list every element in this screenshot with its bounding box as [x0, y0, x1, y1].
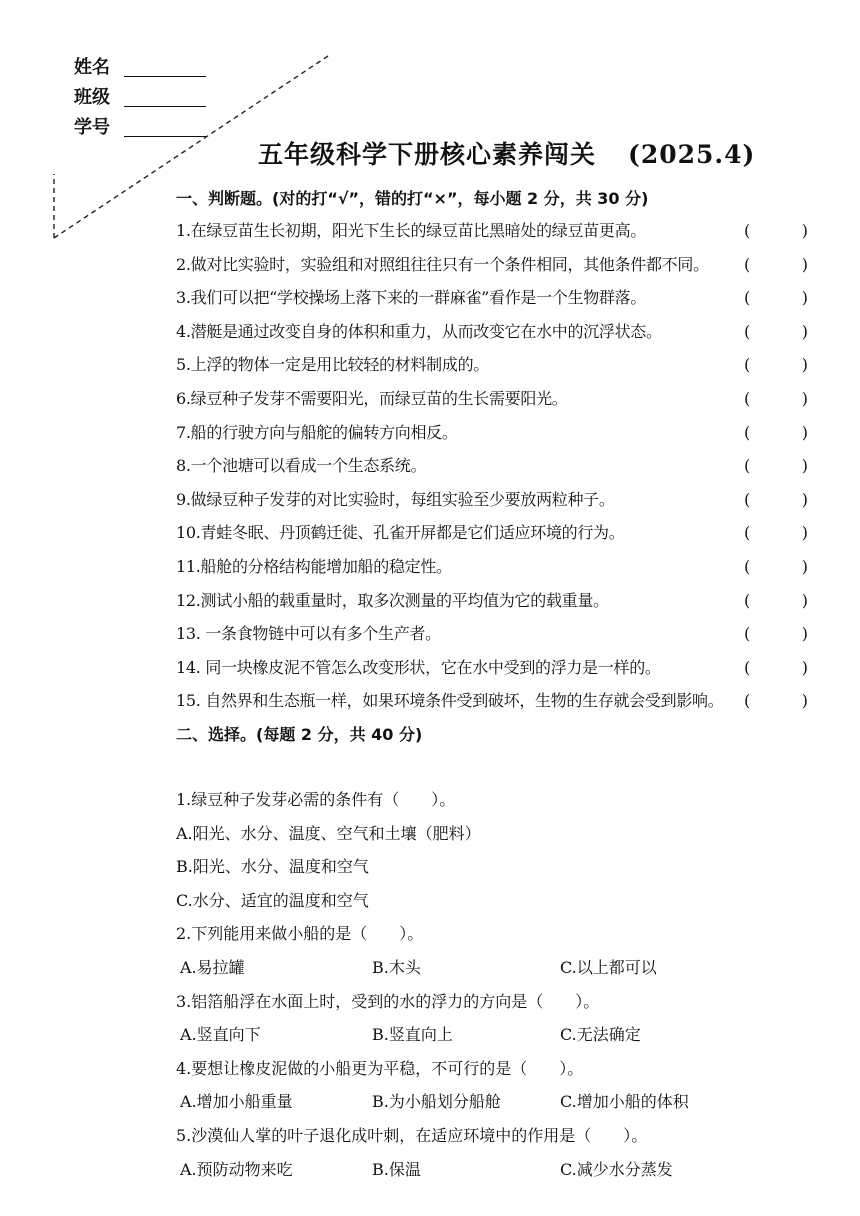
tf-question-7	[176, 421, 826, 455]
q5-option-b[interactable]: B.保温	[372, 1159, 421, 1179]
q4-options	[176, 1090, 736, 1124]
open-paren: (	[744, 590, 751, 610]
open-paren: (	[744, 221, 751, 240]
class-label: 班级	[74, 87, 110, 108]
q5-option-c[interactable]: C.减少水分蒸发	[560, 1159, 673, 1179]
q4-option-a[interactable]: A.增加小船重量	[180, 1092, 293, 1112]
tf-question-text: 11.船舱的分格结构能增加船的稳定性。	[176, 556, 452, 576]
tf-question-text: 10.青蛙冬眠、丹顶鹤迁徙、孔雀开屏都是它们适应环境的行为。	[176, 523, 625, 543]
title-text: 五年级科学下册核心素养闯关	[258, 140, 597, 169]
q1-option-a[interactable]: A.阳光、水分、温度、空气和土壤（肥料）	[176, 823, 481, 843]
close-paren: )	[801, 624, 808, 644]
open-paren: (	[744, 556, 751, 576]
q3-option-a[interactable]: A.竖直向下	[180, 1025, 261, 1045]
tf-question-text: 3.我们可以把“学校操场上落下来的一群麻雀”看作是一个生物群落。	[176, 288, 647, 308]
close-paren: )	[801, 321, 808, 341]
close-paren: )	[801, 288, 808, 308]
class-blank[interactable]	[124, 106, 206, 107]
tf-question-text: 7.船的行驶方向与船舵的偏转方向相反。	[176, 422, 458, 442]
close-paren: )	[801, 691, 808, 711]
student-id-blank[interactable]	[124, 136, 206, 137]
close-paren: )	[801, 556, 808, 576]
q5-options	[176, 1158, 736, 1192]
exam-date: (2025.4)	[628, 140, 756, 169]
student-id-field[interactable]	[74, 116, 214, 146]
close-paren: )	[801, 456, 808, 476]
q2-options	[176, 956, 736, 990]
tf-question-text: 13. 一条食物链中可以有多个生产者。	[176, 624, 441, 644]
open-paren: (	[744, 388, 751, 408]
q2-option-c[interactable]: C.以上都可以	[560, 957, 657, 977]
tf-question-1	[176, 219, 826, 253]
open-paren: (	[744, 422, 751, 442]
open-paren: (	[744, 321, 751, 341]
student-id-label: 学号	[74, 117, 110, 138]
section2-heading: 二、选择。(每题 2 分，共 40 分)	[176, 725, 423, 744]
q4-option-c[interactable]: C.增加小船的体积	[560, 1092, 689, 1112]
q2-option-a[interactable]: A.易拉罐	[180, 957, 245, 977]
open-paren: (	[744, 288, 751, 308]
q3-options	[176, 1023, 736, 1057]
tf-question-text: 14. 同一块橡皮泥不管怎么改变形状，它在水中受到的浮力是一样的。	[176, 657, 661, 677]
close-paren: )	[801, 221, 808, 240]
tf-question-15	[176, 689, 826, 723]
q2-option-b[interactable]: B.木头	[372, 957, 421, 977]
tf-question-text: 8.一个池塘可以看成一个生态系统。	[176, 456, 427, 476]
open-paren: (	[744, 624, 751, 644]
tf-question-14	[176, 656, 826, 690]
tf-question-5	[176, 353, 826, 387]
q4-option-b[interactable]: B.为小船划分船舱	[372, 1092, 501, 1112]
close-paren: )	[801, 422, 808, 442]
true-false-list	[176, 219, 826, 723]
tf-question-text: 1.在绿豆苗生长初期，阳光下生长的绿豆苗比黑暗处的绿豆苗更高。	[176, 221, 646, 240]
tf-question-text: 2.做对比实验时，实验组和对照组往往只有一个条件相同，其他条件都不同。	[176, 254, 709, 274]
tf-question-text: 6.绿豆种子发芽不需要阳光，而绿豆苗的生长需要阳光。	[176, 388, 568, 408]
q3-option-c[interactable]: C.无法确定	[560, 1025, 641, 1045]
open-paren: (	[744, 691, 751, 711]
question-1: 1.绿豆种子发芽必需的条件有（ ）。	[176, 790, 456, 809]
close-paren: )	[801, 489, 808, 509]
close-paren: )	[801, 657, 808, 677]
tf-question-4	[176, 320, 826, 354]
close-paren: )	[801, 590, 808, 610]
question-4: 4.要想让橡皮泥做的小船更为平稳，不可行的是（ ）。	[176, 1058, 584, 1078]
open-paren: (	[744, 657, 751, 677]
class-field[interactable]	[74, 86, 214, 116]
question-5: 5.沙漠仙人掌的叶子退化成叶刺，在适应环境中的作用是（ ）。	[176, 1125, 648, 1145]
open-paren: (	[744, 355, 751, 375]
tf-question-text: 15. 自然界和生态瓶一样，如果环境条件受到破坏，生物的生存就会受到影响。	[176, 691, 724, 711]
exam-title	[258, 136, 758, 174]
close-paren: )	[801, 523, 808, 543]
q1-option-b[interactable]: B.阳光、水分、温度和空气	[176, 857, 369, 877]
close-paren: )	[801, 388, 808, 408]
tf-question-12	[176, 589, 826, 623]
open-paren: (	[744, 254, 751, 274]
student-info	[74, 56, 214, 146]
q1-option-c[interactable]: C.水分、适宜的温度和空气	[176, 890, 369, 910]
question-3: 3.铝箔船浮在水面上时，受到的水的浮力的方向是（ ）。	[176, 991, 600, 1011]
tf-question-8	[176, 454, 826, 488]
name-blank[interactable]	[124, 76, 206, 77]
open-paren: (	[744, 489, 751, 509]
tf-question-text: 4.潜艇是通过改变自身的体积和重力，从而改变它在水中的沉浮状态。	[176, 321, 662, 341]
tf-question-10	[176, 521, 826, 555]
section1-heading: 一、判断题。(对的打“√”，错的打“×”，每小题 2 分，共 30 分)	[176, 189, 649, 208]
tf-question-3	[176, 286, 826, 320]
tf-question-9	[176, 488, 826, 522]
tf-question-2	[176, 253, 826, 287]
multiple-choice-list	[176, 788, 736, 1191]
question-2: 2.下列能用来做小船的是（ ）。	[176, 924, 424, 944]
open-paren: (	[744, 523, 751, 543]
tf-question-text: 9.做绿豆种子发芽的对比实验时，每组实验至少要放两粒种子。	[176, 489, 615, 509]
name-label: 姓名	[74, 57, 110, 78]
close-paren: )	[801, 254, 808, 274]
tf-question-13	[176, 622, 826, 656]
name-field[interactable]	[74, 56, 214, 86]
q5-option-a[interactable]: A.预防动物来吃	[180, 1159, 293, 1179]
q3-option-b[interactable]: B.竖直向上	[372, 1025, 453, 1045]
close-paren: )	[801, 355, 808, 375]
tf-question-6	[176, 387, 826, 421]
open-paren: (	[744, 456, 751, 476]
tf-question-11	[176, 555, 826, 589]
tf-question-text: 5.上浮的物体一定是用比较轻的材料制成的。	[176, 355, 489, 375]
tf-question-text: 12.测试小船的载重量时，取多次测量的平均值为它的载重量。	[176, 590, 609, 610]
